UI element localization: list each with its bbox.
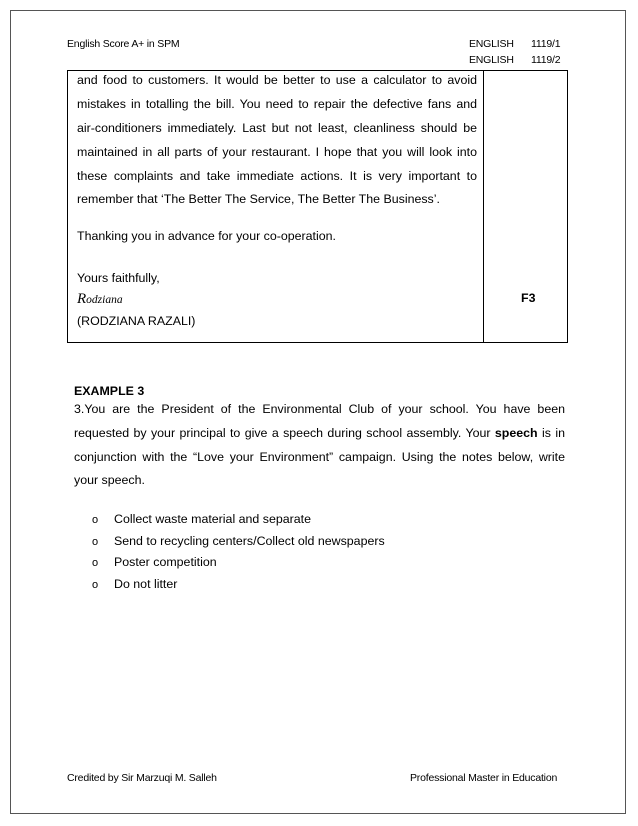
note-text: Do not litter bbox=[114, 577, 178, 591]
header-code-2: 1119/2 bbox=[531, 54, 561, 66]
letter-line: maintained in all parts of your restaurant. I hope that you will look into bbox=[77, 145, 477, 159]
bullet-icon: o bbox=[92, 536, 99, 548]
bullet-icon: o bbox=[92, 514, 99, 526]
box-divider bbox=[483, 71, 484, 342]
note-text: Poster competition bbox=[114, 555, 217, 569]
list-item bbox=[92, 577, 177, 591]
letter-line: these complaints and take immediate actions. It is very important to bbox=[77, 169, 477, 183]
example-line-2-pre: requested by your principal to give a speech during school assembly. Your bbox=[74, 426, 491, 440]
note-text: Send to recycling centers/Collect old newspapers bbox=[114, 534, 385, 548]
header-code-1: 1119/1 bbox=[531, 38, 561, 50]
letter-quote-line: remember that ‘The Better The Service, The Better The Business’. bbox=[77, 192, 440, 206]
answer-code: F3 bbox=[521, 291, 536, 305]
example-line-2-bold: speech bbox=[494, 426, 538, 440]
letter-line: air-conditioners immediately. Last but not least, cleanliness should be bbox=[77, 121, 477, 135]
letter-name: (RODZIANA RAZALI) bbox=[77, 314, 196, 328]
letter-thanks: Thanking you in advance for your co-operation. bbox=[77, 229, 336, 243]
footer-credit: Credited by Sir Marzuqi M. Salleh bbox=[67, 772, 217, 784]
bullet-icon: o bbox=[92, 557, 99, 569]
example-line-3: conjunction with the “Love your Environment” campaign. Using the notes below, write bbox=[74, 450, 565, 464]
letter-closing: Yours faithfully, bbox=[77, 271, 160, 285]
example-line-2 bbox=[74, 426, 565, 440]
bullet-icon: o bbox=[92, 579, 99, 591]
letter-line: and food to customers. It would be better to use a calculator to avoid bbox=[77, 73, 477, 87]
header-subject-2: ENGLISH bbox=[469, 54, 514, 66]
signature-rest: odziana bbox=[86, 294, 123, 306]
footer-title: Professional Master in Education bbox=[410, 772, 558, 784]
header-title: English Score A+ in SPM bbox=[67, 38, 180, 50]
letter-box bbox=[67, 70, 568, 343]
signature bbox=[77, 291, 123, 308]
example-line-1: 3.You are the President of the Environmental Club of your school. You have been bbox=[74, 402, 565, 416]
list-item bbox=[92, 512, 311, 526]
example-line-2-post: is in bbox=[542, 426, 565, 440]
list-item bbox=[92, 555, 217, 569]
letter-line: mistakes in totalling the bill. You need to repair the defective fans and bbox=[77, 97, 477, 111]
note-text: Collect waste material and separate bbox=[114, 512, 311, 526]
signature-initial: R bbox=[77, 291, 87, 307]
list-item bbox=[92, 534, 385, 548]
example-heading: EXAMPLE 3 bbox=[74, 384, 145, 398]
example-line-4: your speech. bbox=[74, 473, 145, 487]
header-subject-1: ENGLISH bbox=[469, 38, 514, 50]
